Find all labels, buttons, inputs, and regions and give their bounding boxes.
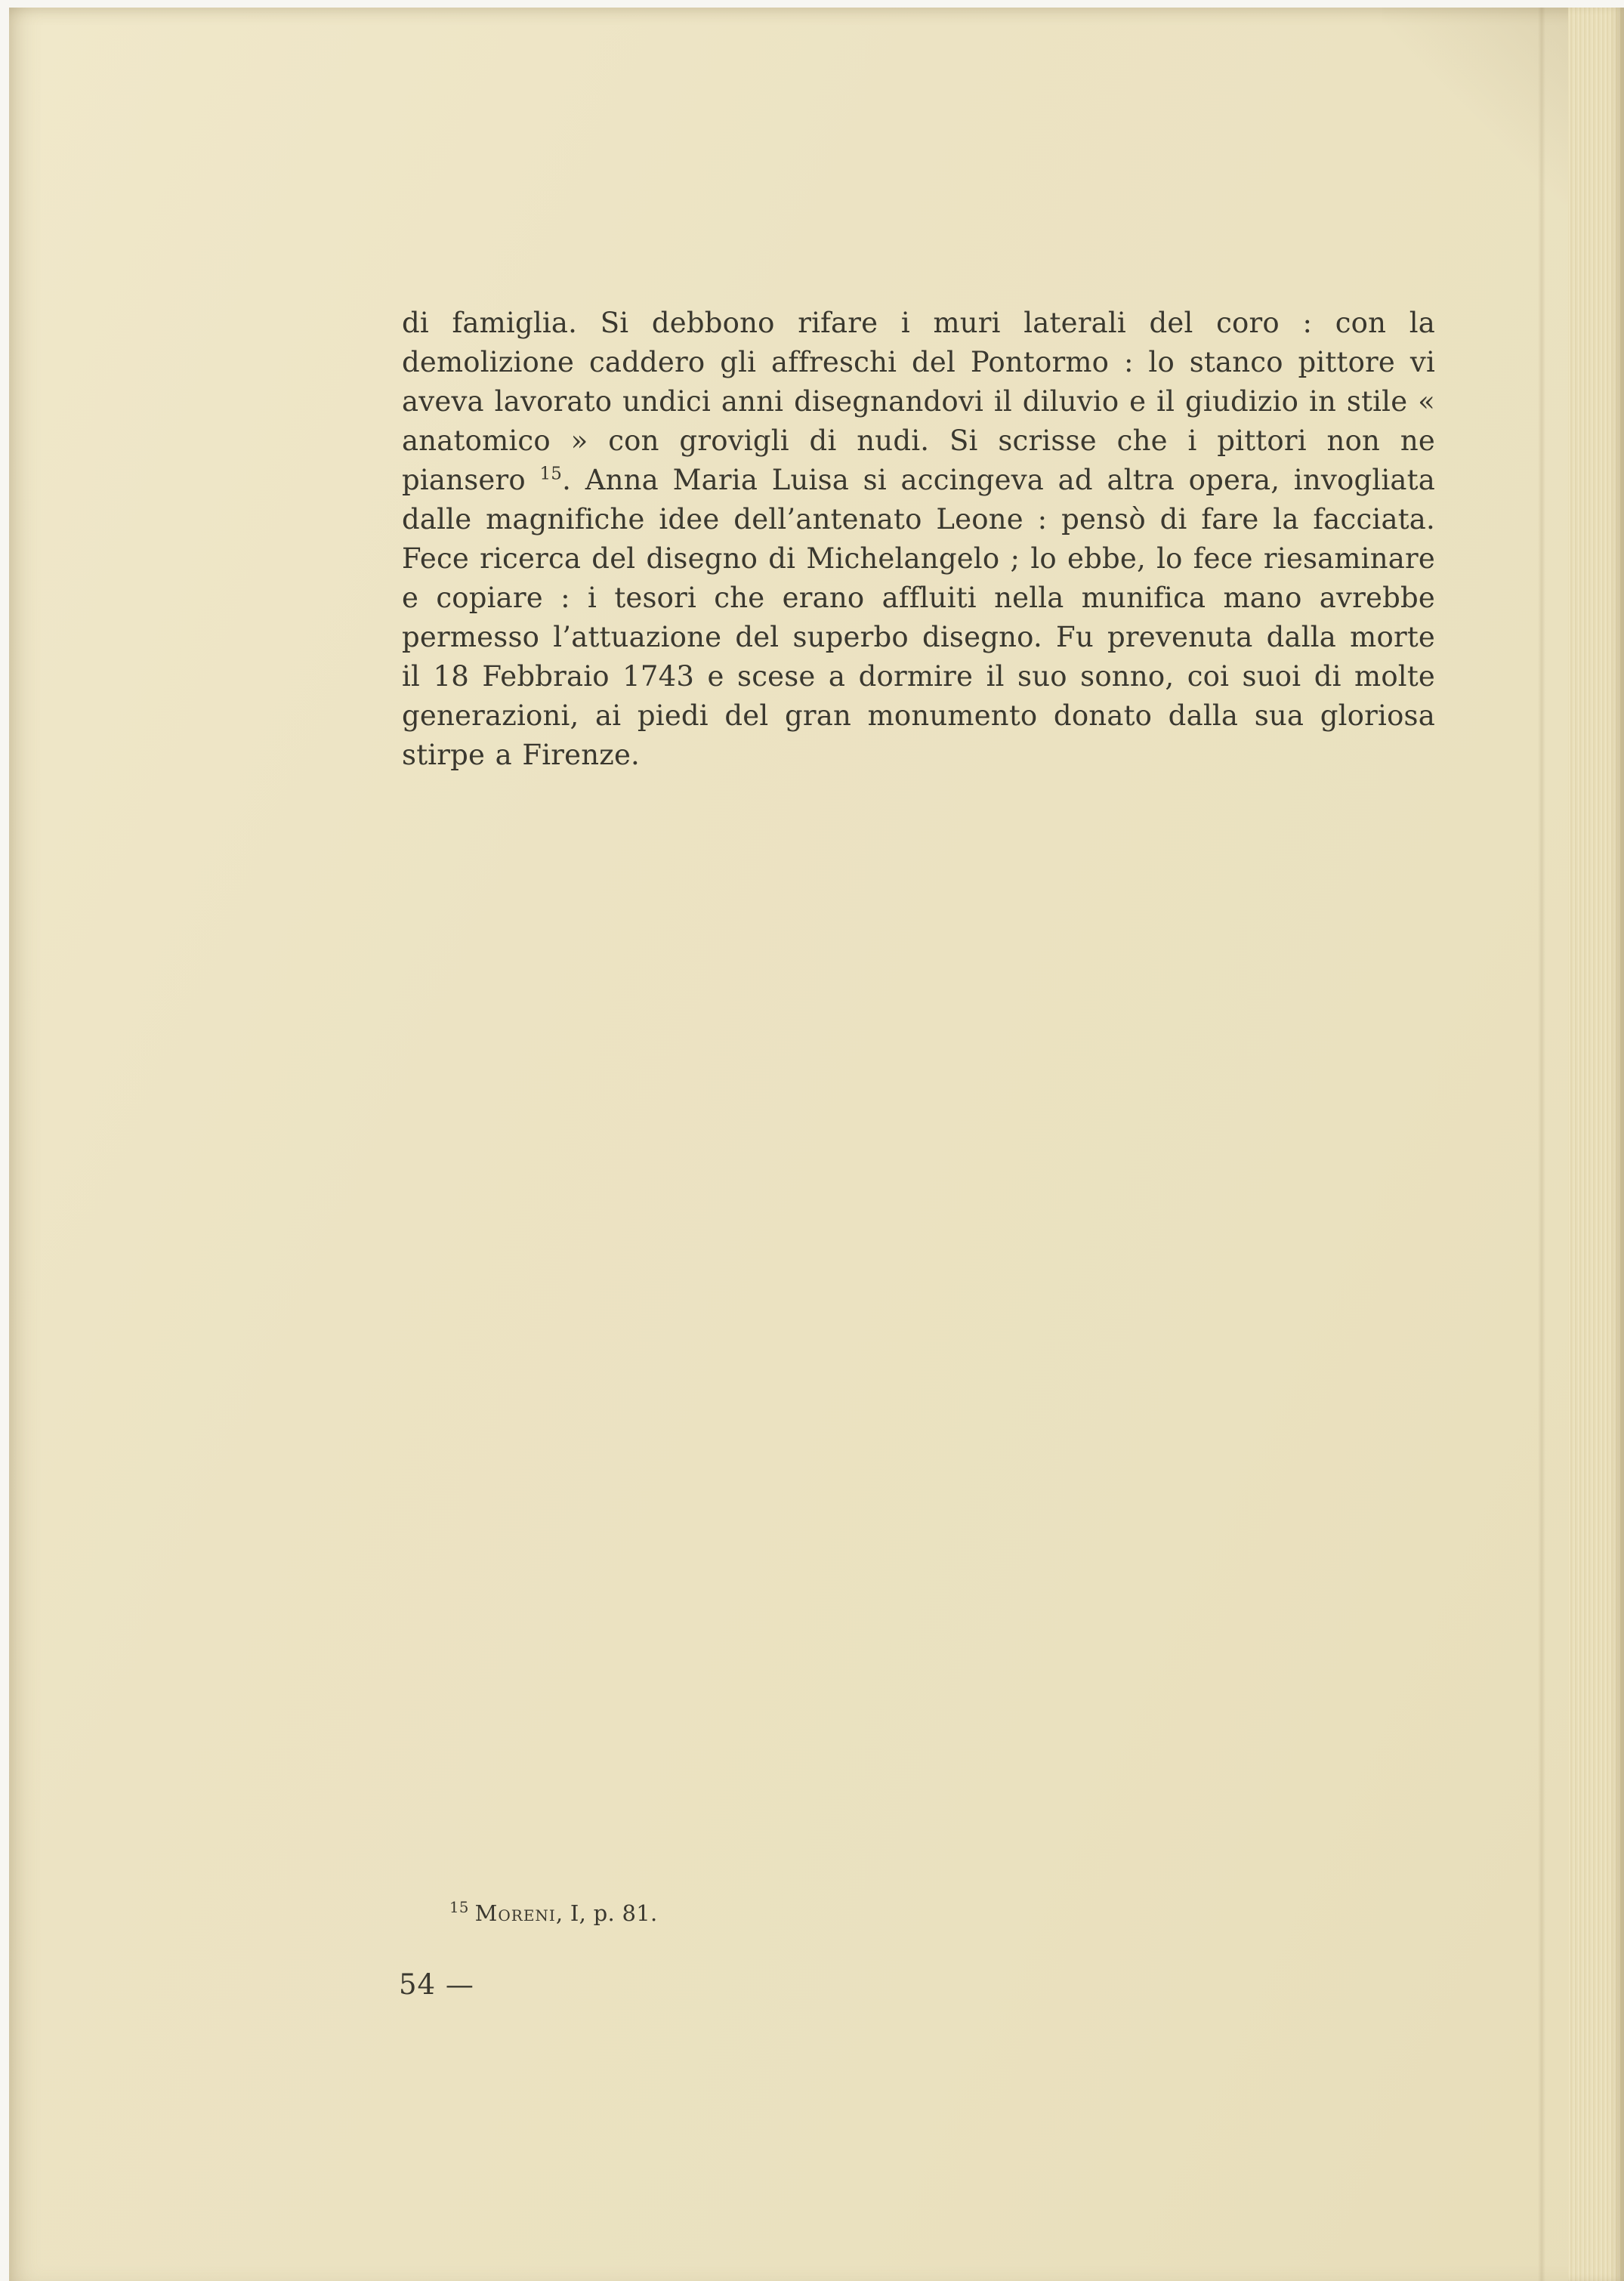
page-crease	[1538, 8, 1545, 2281]
paragraph-text-part2: . Anna Maria Luisa si accingeva ad altra opera, invogliata dalle magnifiche idee dell’antenato Leone : pensò di fare la facciata. Fece ricerca del disegno di Michelangelo ; lo ebbe, lo fece riesaminare e copiare : i tesori che erano affluiti nella munifica mano avrebbe permesso l’attuazione del superbo disegno. Fu prevenuta dalla morte il 18 Febbraio 1743 e scese a dormire il suo sonno, coi suoi di molte generazioni, ai piedi del gran monumento donato dalla sua gloriosa stirpe a Firenze.	[402, 464, 1435, 771]
body-paragraph	[402, 304, 1435, 775]
corner-fold-shading	[1382, 8, 1579, 204]
footnote-reference-mark: 15	[539, 464, 563, 484]
footnote-author: Moreni	[474, 1900, 556, 1926]
footnote-marker: 15	[449, 1899, 469, 1917]
main-text-block	[402, 304, 1435, 775]
footnote	[449, 1900, 658, 1926]
paragraph-text-part1: di famiglia. Si debbono rifare i muri laterali del coro : con la demolizione caddero gli affreschi del Pontormo : lo stanco pittore vi aveva lavorato undici anni disegnandovi il diluvio e il giudizio in stile « anatomico » con grovigli di nudi. Si scrisse che i pittori non ne piansero	[402, 307, 1435, 496]
page-stack-edge	[1568, 8, 1624, 2281]
page-number: 54 —	[399, 1968, 474, 2001]
footnote-citation: , I, p. 81.	[555, 1900, 658, 1926]
scanned-book-page	[9, 8, 1624, 2281]
